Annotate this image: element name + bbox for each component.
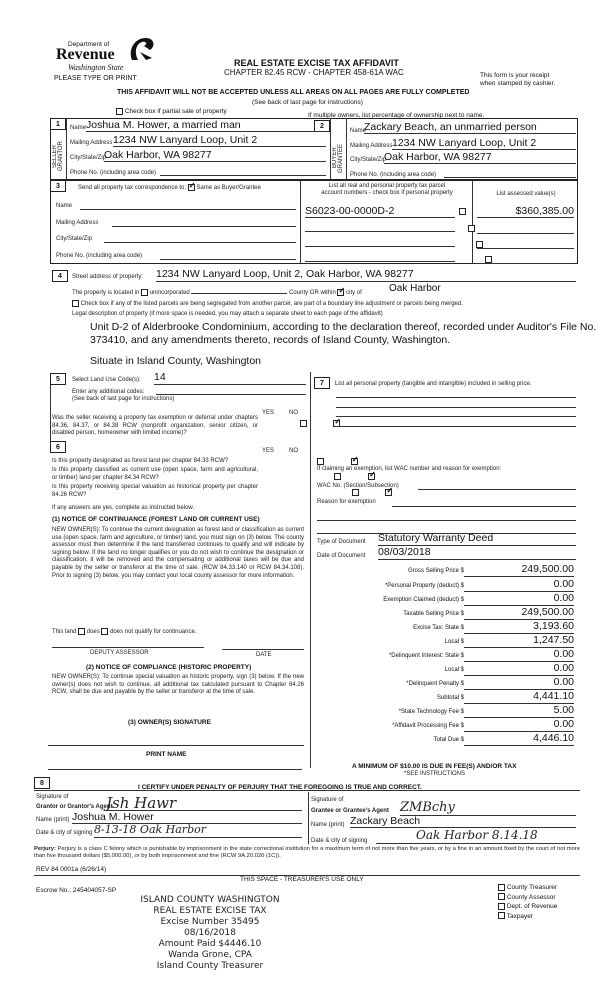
distribution-item: Taxpayer	[498, 912, 557, 922]
dept-revenue-checkbox[interactable]	[498, 903, 505, 910]
q6-3-yes-checkbox[interactable]	[352, 489, 359, 496]
grantor-name-label: Name (print)	[36, 817, 70, 823]
delinquent-penalty[interactable]: 0.00	[464, 676, 574, 690]
print-name-field[interactable]	[48, 766, 302, 770]
exemption-yes-checkbox[interactable]	[300, 420, 307, 427]
taxable-selling-price[interactable]: 249,500.00	[464, 606, 574, 620]
doc-date-label: Date of Document	[317, 553, 366, 559]
grantor-name-field[interactable]: Joshua M. Hower	[72, 811, 302, 824]
yes-header-5: YES	[262, 410, 275, 416]
corr-name-label: Name	[56, 203, 73, 209]
does-not-qualify-checkbox[interactable]	[101, 628, 108, 635]
calc-row: Local $ 1,247.50	[444, 634, 574, 646]
see-back-note: (See back of last page for instructions)	[252, 99, 363, 106]
section-4-number: 4	[52, 270, 68, 282]
personal-property-label: List all personal property (tangible and intangible) included in selling price.	[335, 381, 532, 387]
legal-line-1[interactable]: Unit D-2 of Alderbrooke Condominium, according to the declaration thereof, recorded under Auditor's File No.	[90, 321, 597, 333]
q6-2-text: Is this property classified as current use (open space, farm and agricultural, or timber) land per chapter 84.34 RCW?	[52, 467, 258, 481]
same-as-buyer-checkbox[interactable]	[188, 184, 195, 191]
section-1-number: 1	[50, 118, 66, 130]
q6-2-yes-checkbox[interactable]	[334, 473, 341, 480]
reason-field[interactable]	[392, 499, 576, 507]
street-label: Street address of property:	[72, 274, 144, 280]
calc-row: Exemption Claimed (deduct) $ 0.00	[383, 592, 574, 604]
parcel-personal-checkbox-1[interactable]	[468, 225, 475, 232]
seller-city-label: City/State/Zip	[70, 155, 107, 161]
calc-row: *State Technology Fee $ 5.00	[398, 704, 574, 716]
grantee-sig-label-1: Signature of	[311, 797, 344, 803]
calc-row: Subtotal $ 4,441.10	[436, 690, 574, 702]
section-6-number: 6	[50, 441, 66, 453]
exemption-instructions: If claiming an exemption, list WAC number and reason for exemption:	[317, 466, 502, 472]
location-line: The property is located in unincorporated County OR within ✓ city of	[72, 287, 362, 296]
certify-statement: I CERTIFY UNDER PENALTY OF PERJURY THAT THE FOREGOING IS TRUE AND CORRECT.	[138, 784, 422, 791]
buyer-city-label: City/State/Zip	[350, 157, 387, 163]
doc-type-field[interactable]: Statutory Warranty Deed	[378, 532, 576, 546]
grantee-date-label: Date & city of signing	[311, 838, 368, 844]
print-name-label: PRINT NAME	[146, 751, 187, 758]
wac-field[interactable]	[418, 482, 576, 490]
q6-1-text: Is this property designated as forest land per chapter 84.33 RCW?	[52, 458, 229, 464]
taxpayer-checkbox[interactable]	[498, 912, 505, 919]
parcel-number-0[interactable]: S6023-00-0000D-2	[305, 205, 455, 218]
exemption-claimed-deduct[interactable]: 0.00	[464, 592, 574, 606]
seller-phone-label: Phone No. (including area code)	[70, 170, 157, 176]
multiple-owners-note: If multiple owners, list percentage of ownership next to name.	[308, 112, 485, 119]
grantor-date-label: Date & city of signing	[36, 830, 93, 836]
grantee-name-label: Name (print)	[311, 822, 345, 828]
seller-mailing-label: Mailing Address	[70, 140, 113, 146]
seller-city-field[interactable]: Oak Harbor, WA 98277	[104, 149, 326, 162]
calc-row: Excise Tax: State $ 3,193.60	[413, 620, 574, 632]
logo-line-1: Department of	[68, 41, 110, 48]
street-address-field[interactable]: 1234 NW Lanyard Loop, Unit 2, Oak Harbor, WA 98277	[156, 268, 576, 282]
q6-1-no-checkbox[interactable]	[351, 458, 358, 465]
calc-row: Local $ 0.00	[444, 662, 574, 674]
receipt-note-1: This form is your receipt	[480, 72, 550, 79]
calc-row: *Affidavit Processing Fee $ 0.00	[392, 718, 574, 730]
parcel-number-3[interactable]	[305, 252, 455, 262]
gross-selling-price[interactable]: 249,500.00	[464, 563, 574, 577]
distribution-item: Dept. of Revenue	[498, 902, 557, 912]
state-technology-fee[interactable]: 5.00	[464, 704, 574, 718]
treasurer-use-label: THIS SPACE - TREASURER'S USE ONLY	[240, 876, 364, 883]
assessed-header: List assessed value(s)	[496, 191, 556, 197]
land-use-code-field[interactable]: 14	[154, 371, 306, 385]
form-title: REAL ESTATE EXCISE TAX AFFIDAVIT	[234, 58, 399, 68]
corr-phone-field[interactable]	[160, 250, 296, 260]
partial-sale[interactable]	[116, 108, 227, 115]
legal-description-label: Legal description of property (if more space is needed, you may attach a separate sheet to each page of the affidavit)	[72, 311, 383, 317]
see-instructions: *SEE INSTRUCTIONS	[404, 771, 466, 777]
section-2-number: 2	[314, 120, 330, 132]
grantor-sig-label-1: Signature of	[36, 794, 69, 800]
parcel-number-2[interactable]	[305, 237, 455, 247]
owner-signature-title: (3) OWNER(S) SIGNATURE	[128, 719, 211, 726]
section-3-number: 3	[50, 180, 66, 192]
wac-label: WAC No. (Section/Subsection)	[317, 483, 399, 489]
subtotal[interactable]: 4,441.10	[464, 690, 574, 704]
seller-phone-field[interactable]	[160, 166, 326, 176]
grantor-sig-label-2: Grantor or Grantor's Agent	[36, 804, 113, 810]
personal-property-line-2[interactable]	[336, 400, 576, 408]
tax-calculation	[330, 563, 576, 746]
additional-codes-label: Enter any additional codes:	[72, 389, 145, 395]
partial-sale-checkbox[interactable]	[116, 108, 123, 115]
grantee-date-field[interactable]: Oak Harbor 8.14.18	[376, 828, 576, 844]
corr-name-field[interactable]	[80, 200, 296, 210]
calc-row: Taxable Selling Price $ 249,500.00	[403, 606, 574, 618]
excise-tax-local[interactable]: 1,247.50	[464, 634, 574, 648]
city-of-field[interactable]: Oak Harbor	[389, 283, 441, 294]
personal-property-line-4[interactable]	[336, 419, 576, 427]
q6-3-no-checkbox[interactable]	[385, 489, 392, 496]
notice2-title: (2) NOTICE OF COMPLIANCE (HISTORIC PROPERTY)	[86, 664, 252, 671]
seller-name-field[interactable]: Joshua M. Hower, a married man	[86, 119, 326, 132]
buyer-phone-label: Phone No. (including area code)	[350, 172, 437, 178]
parcel-number-1[interactable]	[305, 222, 455, 232]
assessed-value-0[interactable]: $360,385.00	[477, 205, 574, 218]
delinquent-interest-local[interactable]: 0.00	[464, 662, 574, 676]
assessed-value-3[interactable]	[477, 252, 574, 264]
land-use-label: Select Land Use Code(s):	[72, 377, 141, 383]
distribution-item: County Treasurer	[498, 883, 557, 893]
no-header-6: NO	[289, 448, 298, 454]
unincorporated-checkbox[interactable]	[141, 289, 148, 296]
buyer-phone-field[interactable]	[444, 168, 576, 178]
treasurer-stamp: ISLAND COUNTY WASHINGTON REAL ESTATE EXCISE TAX Excise Number 35495 08/16/2018 Amount Paid $4446.10 Wanda Grone, CPA Island County Treasurer	[140, 895, 280, 971]
calc-row: Total Due $ 4,446.10	[433, 732, 574, 744]
receipt-note-2: when stamped by cashier.	[480, 80, 556, 87]
section-8-number: 8	[34, 777, 50, 789]
corr-city-field[interactable]	[104, 233, 296, 243]
segregated-checkbox[interactable]	[72, 300, 79, 307]
assessed-value-2[interactable]	[477, 237, 574, 249]
seller-name-label: Name	[70, 125, 87, 131]
calc-row: *Delinquent Interest: State $ 0.00	[388, 648, 574, 660]
segregated-line: Check box if any of the listed parcels are being segregated from another parcel, are part of a boundary line adjustment or parcels being merged.	[72, 300, 463, 307]
logo-line-2: Revenue	[56, 46, 115, 63]
notice1-title: (1) NOTICE OF CONTINUANCE (FOREST LAND OR CURRENT USE)	[52, 516, 260, 523]
parcel-personal-checkbox-0[interactable]	[459, 208, 466, 215]
doc-type-label: Type of Document	[317, 539, 366, 545]
buyer-name-label: Name	[350, 128, 367, 134]
legal-line-2[interactable]: 373410, and any amendments thereto, records of Island County, Washington.	[90, 334, 451, 346]
no-header-5: NO	[289, 410, 298, 416]
county-field[interactable]	[191, 287, 287, 294]
assessor-date-field[interactable]	[222, 642, 304, 650]
additional-codes-note: (See back of last page for instructions)	[72, 396, 175, 402]
date-label: DATE	[256, 652, 272, 658]
corr-mailing-label: Mailing Address	[56, 220, 99, 226]
rev-number: REV 84 0001a (6/26/14)	[36, 866, 107, 873]
excise-tax-state[interactable]: 3,193.60	[464, 620, 574, 634]
type-or-print: PLEASE TYPE OR PRINT	[54, 75, 137, 82]
minimum-note: A MINIMUM OF $10.00 IS DUE IN FEE(S) AND/OR TAX	[352, 763, 517, 770]
delinquent-interest-state[interactable]: 0.00	[464, 648, 574, 662]
q6-3-text: Is this property receiving special valuation as historical property per chapter 84.26 RCW?	[52, 484, 258, 498]
seller-mailing-field[interactable]: 1234 NW Lanyard Loop, Unit 2	[113, 134, 326, 147]
calc-row: *Delinquent Penalty $ 0.00	[406, 676, 574, 688]
acceptance-warning: THIS AFFIDAVIT WILL NOT BE ACCEPTED UNLESS ALL AREAS ON ALL PAGES ARE FULLY COMPLETED	[117, 89, 470, 96]
personal-property-line-3[interactable]	[336, 409, 576, 417]
escrow-line: Escrow No.: 245404057-SP	[36, 887, 117, 894]
exemption-question: Was the seller receiving a property tax exemption or deferral under chapters 84.36, 84.37, or 84.38 RCW (nonprofit organization, senior citizen, or disabled person, homeowner with limited income)?	[52, 415, 258, 437]
if-yes-note: If any answers are yes, complete as instructed below.	[52, 505, 195, 511]
corr-phone-label: Phone No. (including area code)	[56, 253, 143, 259]
county-assessor-checkbox[interactable]	[498, 893, 505, 900]
owner-signature-field[interactable]	[48, 738, 304, 746]
grantor-date-field[interactable]: 8-13-18 Oak Harbor	[94, 823, 302, 838]
notice1-text: NEW OWNER(S): To continue the current designation as forest land or classification as current use (open space, farm and agriculture, or timber) land, you must sign on (3) below. The county assessor must then determine if the land transferred continues to qualify and will indicate by signing below. If the land no longer qualifies or you do not wish to continue the designation or classification, it will be removed and the compensating or additional taxes will be due and payable by the seller or transferor at the time of sale. (RCW 84.33.140 or RCW 84.34.108). Prior to signing (3) below, you may contact your local county assessor for more information.	[52, 527, 304, 579]
county-treasurer-checkbox[interactable]	[498, 884, 505, 891]
perjury-notice: Perjury: Perjury is a class C felony which is punishable by imprisonment in the state correctional institution for a maximum term of not more than five years, or by a fine in an amount fixed by the court of not more than five thousand dollars ($5,000.00), or by both imprisonment and fine (RCW 9A.20.020 (1C)).	[34, 846, 580, 859]
buyer-mailing-label: Mailing Address	[350, 143, 393, 149]
corr-city-label: City/State/Zip	[56, 236, 93, 242]
legal-line-3[interactable]: Situate in Island County, Washington	[90, 355, 262, 367]
grantor-signature[interactable]: Jsh Hawr	[106, 794, 302, 811]
calc-row: *Personal Property (deduct) $ 0.00	[384, 578, 574, 590]
dor-logo	[54, 38, 154, 74]
yes-header-6: YES	[262, 448, 275, 454]
parcels-header: List all real and personal property tax parcel account numbers - check box if personal property	[321, 183, 453, 196]
personal-property-line-1[interactable]	[336, 390, 576, 398]
q6-2-no-checkbox[interactable]	[368, 473, 375, 480]
buyer-side-label: BUYER GRANTEE	[332, 143, 344, 173]
does-qualify-checkbox[interactable]	[78, 628, 85, 635]
personal-property-deduct[interactable]: 0.00	[464, 578, 574, 592]
deputy-assessor-label: DEPUTY ASSESSOR	[90, 650, 149, 656]
notice2-text: NEW OWNER(S): To continue special valuation as historic property, sign (3) below. If the new owner(s) does not wish to continue, all additional tax calculated pursuant to Chapter 84.26 RCW, shall be due and payable by the seller or transferor at the time of sale.	[52, 674, 304, 696]
logo-line-3: Washington State	[68, 63, 124, 72]
correspondence-label: Send all property tax correspondence to: ✓ Same as Buyer/Grantee	[78, 184, 261, 191]
buyer-city-field[interactable]: Oak Harbor, WA 98277	[384, 151, 576, 164]
calc-row: Gross Selling Price $ 249,500.00	[407, 563, 574, 575]
dor-swirl-icon	[126, 36, 156, 62]
buyer-name-field[interactable]: Zackary Beach, an unmarried person	[364, 121, 576, 134]
deputy-assessor-signature[interactable]	[52, 640, 204, 648]
assessed-value-1[interactable]	[477, 222, 574, 234]
grantee-sig-label-2: Grantee or Grantee's Agent	[311, 808, 389, 814]
grantee-signature[interactable]: ZMBchy	[400, 800, 576, 816]
reason-label: Reason for exemption	[317, 499, 376, 505]
continuance-line: This land does does not qualify for continuance.	[52, 629, 197, 636]
affidavit-processing-fee[interactable]: 0.00	[464, 718, 574, 732]
total-due[interactable]: 4,446.10	[464, 732, 574, 746]
doc-date-field[interactable]: 08/03/2018	[378, 546, 576, 560]
section-5-number: 5	[50, 373, 66, 385]
distribution-item: County Assessor	[498, 893, 557, 903]
city-of-checkbox[interactable]	[337, 289, 344, 296]
buyer-mailing-field[interactable]: 1234 NW Lanyard Loop, Unit 2	[392, 137, 576, 150]
seller-side-label: SELLER GRANTOR	[52, 141, 64, 171]
reason-field-2[interactable]	[317, 513, 576, 521]
additional-codes-field[interactable]	[156, 387, 306, 395]
q6-1-yes-checkbox[interactable]	[317, 458, 324, 465]
distribution-list	[498, 883, 557, 921]
partial-sale-label: Check box if partial sale of property	[124, 108, 227, 116]
corr-mailing-field[interactable]	[112, 217, 296, 227]
section-7-number: 7	[314, 377, 330, 389]
grantee-name-field[interactable]: Zackary Beach	[350, 815, 576, 828]
form-subtitle: CHAPTER 82.45 RCW - CHAPTER 458-61A WAC	[224, 68, 404, 77]
